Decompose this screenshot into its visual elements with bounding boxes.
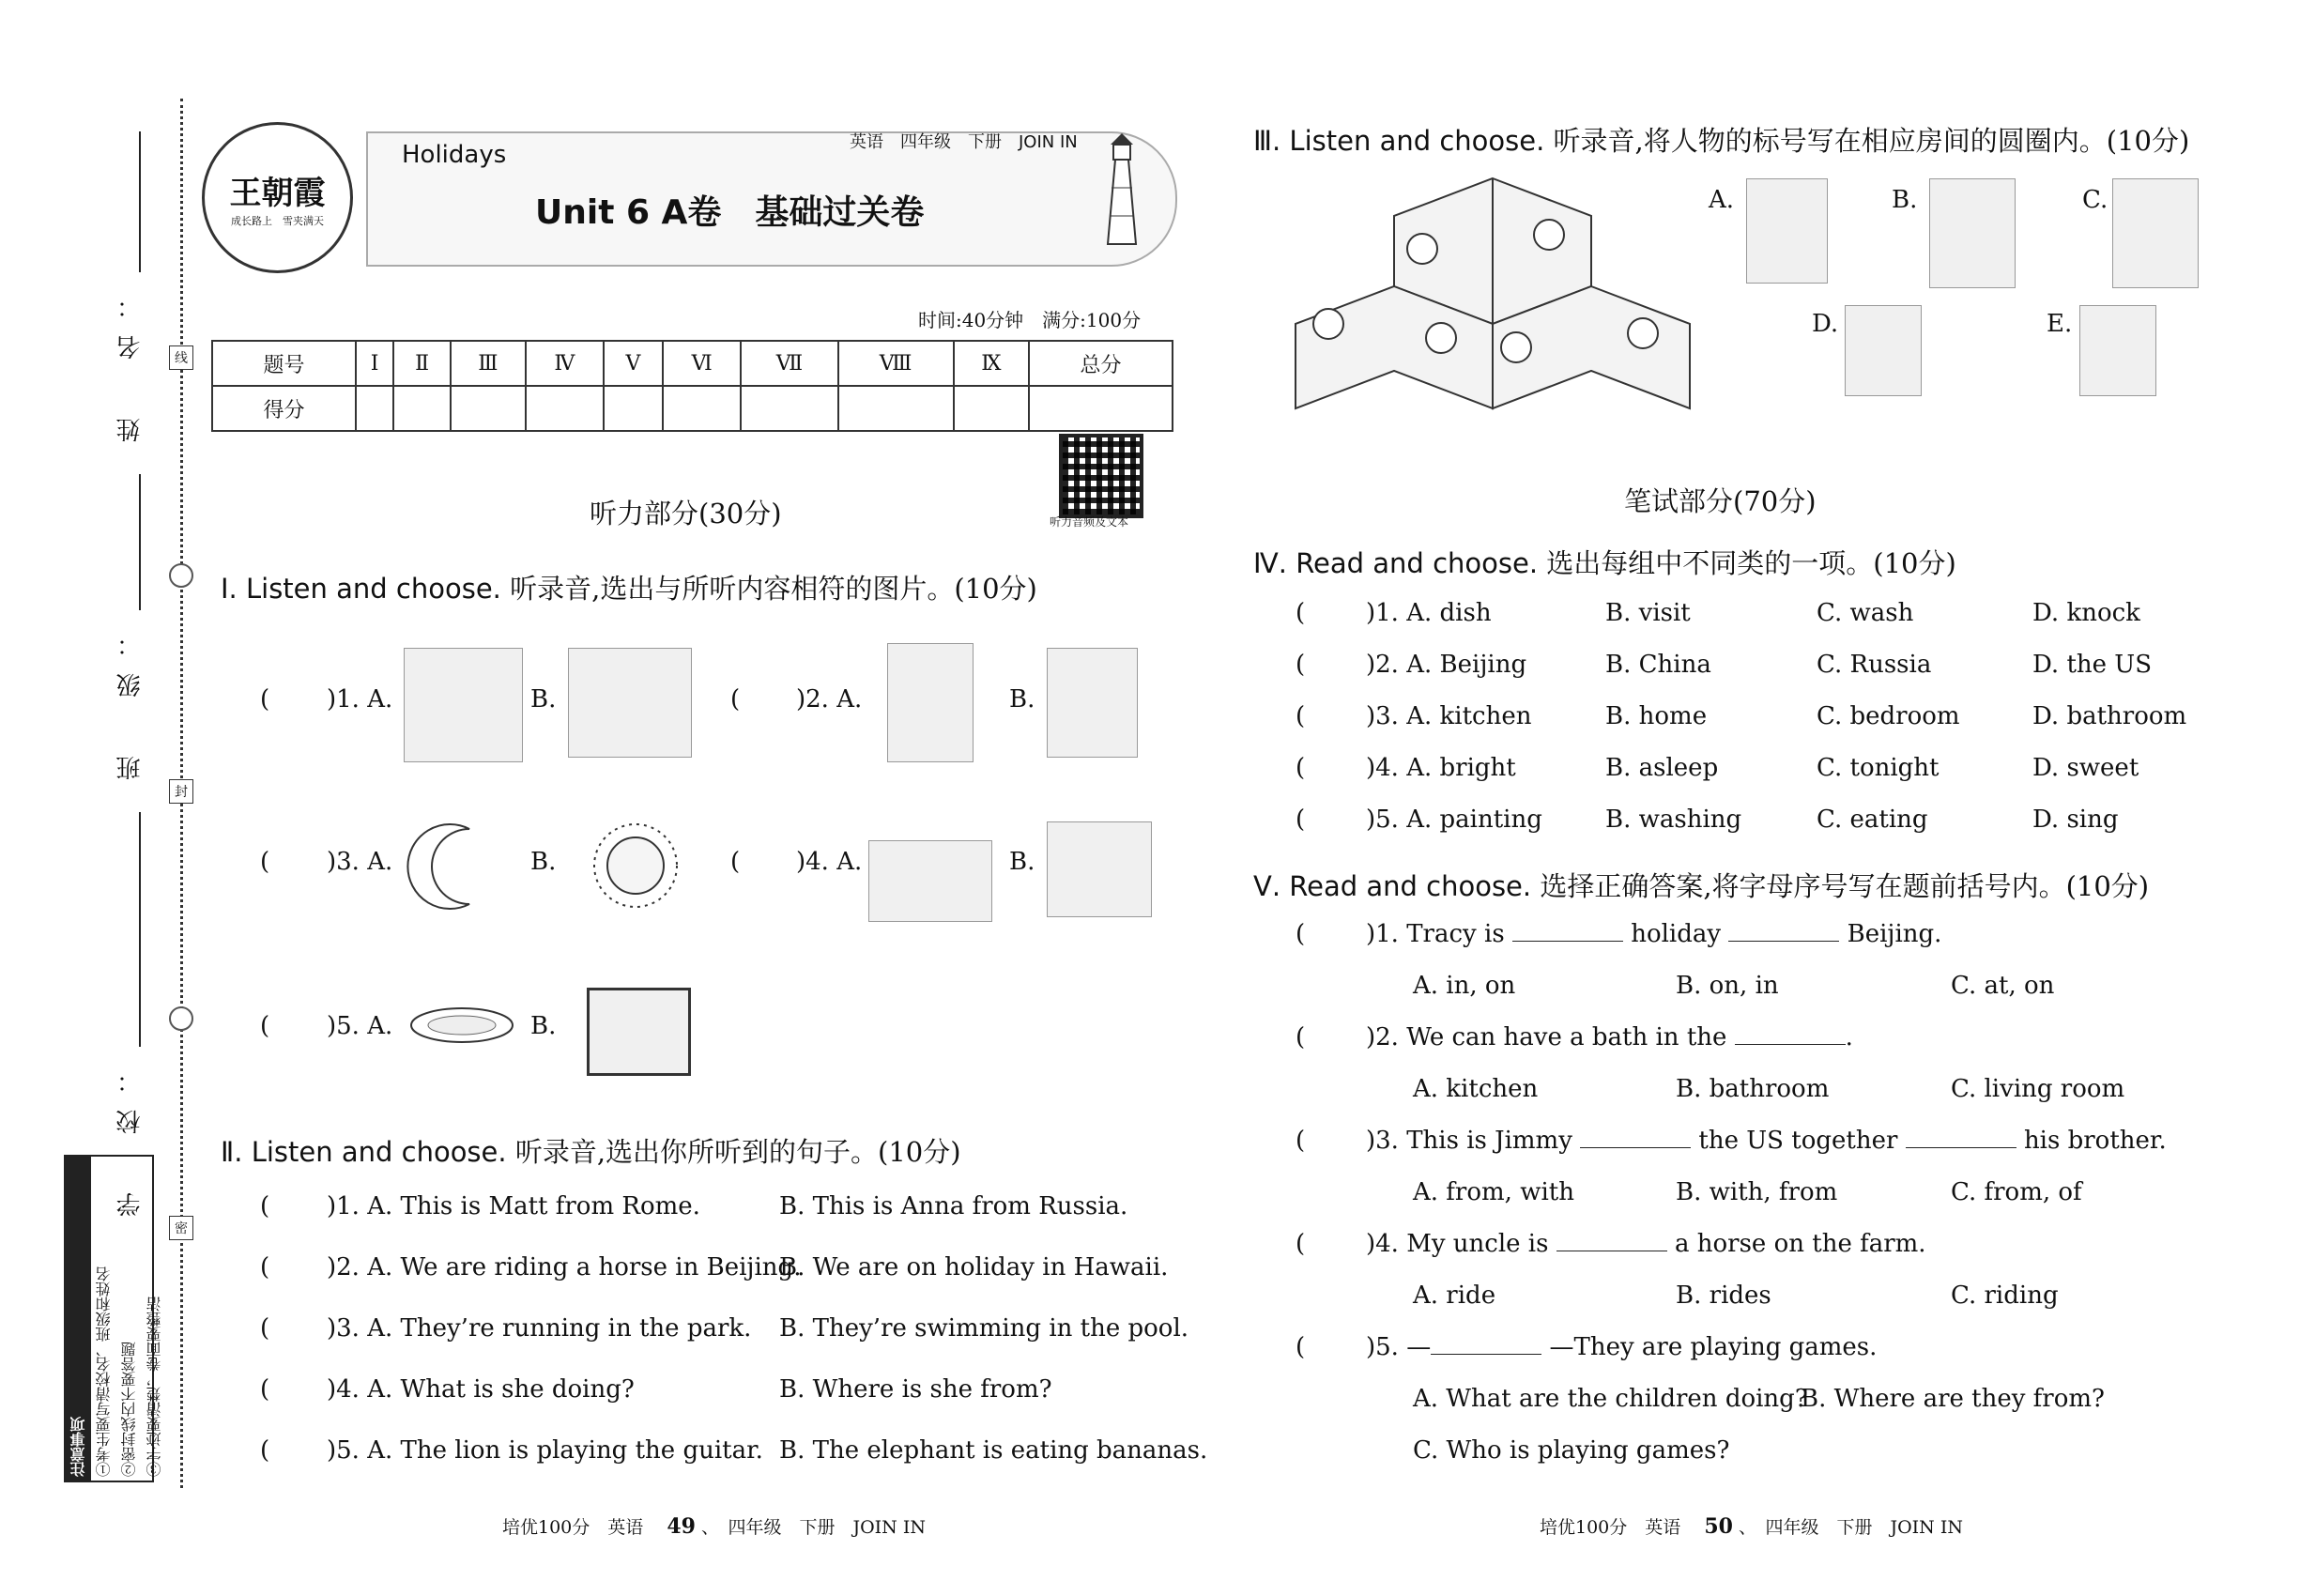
option-c: C. living room (1951, 1075, 2125, 1103)
unit-tag: Holidays (402, 141, 507, 169)
bedroom-picture (568, 648, 692, 758)
answer-bracket[interactable]: ( (1296, 651, 1306, 679)
option-b-label: B. (1009, 848, 1035, 876)
score-cell[interactable] (393, 386, 450, 431)
option-a: )5. A. painting (1366, 806, 1542, 834)
question-part: )4. My uncle is (1366, 1230, 1549, 1258)
item-number: )1. A. (327, 685, 393, 714)
notice-item: ②密封线内不要答题 (120, 1342, 138, 1477)
option-b: B. washing (1605, 806, 1742, 834)
book-meta: 英语 四年级 下册 JOIN IN (850, 132, 1078, 152)
option-a: )1. A. dish (1366, 599, 1492, 627)
person-label: A. (1709, 186, 1735, 214)
fill-blank[interactable] (1728, 940, 1839, 942)
option-d: D. the US (2032, 651, 2153, 679)
name-label: 姓 名： (116, 277, 145, 442)
footer-left (502, 1513, 926, 1539)
answer-bracket[interactable]: ( (1296, 754, 1306, 782)
question-part: a horse on the farm. (1675, 1230, 1926, 1258)
fill-blank[interactable] (1906, 1146, 2016, 1148)
score-cell[interactable] (838, 386, 954, 431)
school-label: 学 校： (116, 1051, 145, 1217)
section-title-cn: 听录音,选出与所听内容相符的图片。(10分) (510, 573, 1037, 605)
option-d: D. knock (2032, 599, 2140, 627)
question-part: )3. This is Jimmy (1366, 1127, 1572, 1155)
notice-box (64, 1155, 163, 1482)
answer-bracket[interactable]: ( (260, 1192, 270, 1220)
house-rooms-picture (1291, 174, 1694, 418)
seal-mark-mi: 密 (169, 1216, 193, 1240)
score-cell[interactable] (1029, 386, 1173, 431)
option-b-label: B. (530, 685, 557, 714)
section-3-title (1253, 120, 2189, 159)
answer-bracket[interactable]: ( (1296, 1127, 1306, 1155)
father-picture (2112, 178, 2199, 288)
item-number: )3. A. (327, 848, 393, 876)
section-title-cn: 选出每组中不同类的一项。(10分) (1546, 547, 1956, 579)
question-part: . (1845, 1023, 1853, 1051)
option-b: B. visit (1605, 599, 1691, 627)
answer-bracket[interactable]: ( (730, 848, 741, 876)
option-b: B. on, in (1676, 972, 1779, 1000)
option-b: B. with, from (1676, 1178, 1838, 1206)
answer-bracket[interactable]: ( (260, 1012, 270, 1040)
score-cell[interactable] (356, 386, 393, 431)
notice-item: ③字迹要清楚，卷面要整洁 (146, 1297, 163, 1477)
option-b: B. rides (1676, 1281, 1771, 1310)
option-c: C. wash (1817, 599, 1914, 627)
option-d: D. sweet (2032, 754, 2139, 782)
person-label: E. (2047, 310, 2073, 338)
score-cell[interactable] (741, 386, 837, 431)
sun-icon (587, 817, 685, 915)
qr-code[interactable] (1059, 434, 1143, 518)
option-a: A. kitchen (1413, 1075, 1539, 1103)
school-field[interactable] (139, 812, 141, 1047)
option-c: C. tonight (1817, 754, 1940, 782)
page-number: 50 (1704, 1514, 1733, 1539)
score-cell[interactable] (451, 386, 526, 431)
score-head: Ⅲ (451, 341, 526, 386)
section-2-title (221, 1131, 961, 1170)
village-picture (1047, 821, 1152, 917)
option-b: B. asleep (1605, 754, 1719, 782)
moon-icon (404, 821, 493, 911)
answer-bracket[interactable]: ( (260, 848, 270, 876)
seal-mark-feng: 封 (169, 779, 193, 804)
option-b: B. bathroom (1676, 1075, 1830, 1103)
question-text (1366, 920, 1941, 948)
option-b: B. home (1605, 702, 1708, 730)
notice-item: ①考生要写清校名、班级和姓名 (95, 1266, 113, 1477)
section-4-title (1253, 543, 1956, 581)
score-head: 题号 (212, 341, 356, 386)
score-cell[interactable] (604, 386, 663, 431)
answer-bracket[interactable]: ( (260, 685, 270, 714)
option-a: A. from, with (1413, 1178, 1574, 1206)
fill-blank[interactable] (1735, 1043, 1846, 1045)
option-b-label: B. (1009, 685, 1035, 714)
option-a: )2. A. Beijing (1366, 651, 1527, 679)
binding-hole-icon (169, 1006, 193, 1031)
score-row-label: 得分 (212, 386, 356, 431)
section-title-en: Ⅲ. Listen and choose. (1253, 125, 1545, 157)
lake-picture (868, 840, 992, 922)
option-a: )4. A. bright (1366, 754, 1516, 782)
footer-series: 培优100分 英语 (502, 1517, 644, 1538)
option-c: C. bedroom (1817, 702, 1960, 730)
answer-bracket[interactable]: ( (1296, 920, 1306, 948)
lighthouse-icon (1080, 131, 1164, 253)
class-label: 班 级： (116, 615, 145, 780)
score-cell[interactable] (663, 386, 741, 431)
answer-bracket[interactable]: ( (1296, 599, 1306, 627)
woman-picture (1047, 648, 1138, 758)
bathtub-picture (587, 988, 691, 1076)
footer-right (1540, 1513, 1963, 1539)
option-a: )2. A. We are riding a horse in Beijing. (327, 1253, 802, 1281)
footer-meta: 、 四年级 下册 JOIN IN (700, 1517, 926, 1538)
question-part: )2. We can have a bath in the (1366, 1023, 1727, 1051)
option-b-label: B. (530, 1012, 557, 1040)
answer-bracket[interactable]: ( (1296, 702, 1306, 730)
option-a: )5. A. The lion is playing the guitar. (327, 1436, 763, 1465)
score-head: Ⅸ (954, 341, 1029, 386)
option-c: C. at, on (1951, 972, 2055, 1000)
person-label: D. (1812, 310, 1839, 338)
score-head: Ⅱ (393, 341, 450, 386)
score-head: Ⅷ (838, 341, 954, 386)
score-cell[interactable] (526, 386, 604, 431)
option-c: C. Who is playing games? (1413, 1436, 1730, 1465)
option-d: D. bathroom (2032, 702, 2187, 730)
score-head: Ⅰ (356, 341, 393, 386)
grandma-picture (1746, 178, 1828, 284)
option-a: A. What are the children doing? (1413, 1385, 1808, 1413)
question-text (1366, 1333, 1877, 1361)
option-a: )4. A. What is she doing? (327, 1375, 635, 1404)
option-a: )1. A. This is Matt from Rome. (327, 1192, 700, 1220)
item-number: )2. A. (796, 685, 863, 714)
dish-icon (408, 1005, 516, 1047)
answer-bracket[interactable]: ( (260, 1436, 270, 1465)
score-head: Ⅶ (741, 341, 837, 386)
question-part: —They are playing games. (1549, 1333, 1878, 1361)
option-a: )3. A. They’re running in the park. (327, 1314, 752, 1343)
written-title: 笔试部分(70分) (1624, 485, 1817, 517)
section-5-title (1253, 866, 2149, 904)
fill-blank[interactable] (1512, 940, 1623, 942)
page-title: Unit 6 A卷 基础过关卷 (535, 193, 925, 232)
notice-head: 注意事项 (66, 1157, 91, 1481)
answer-bracket[interactable]: ( (260, 1375, 270, 1404)
option-b: B. This is Anna from Russia. (779, 1192, 1128, 1220)
question-part: the US together (1698, 1127, 1898, 1155)
option-c: C. Russia (1817, 651, 1932, 679)
question-part: holiday (1631, 920, 1722, 948)
answer-bracket[interactable]: ( (1296, 806, 1306, 834)
footer-series: 培优100分 英语 (1540, 1517, 1681, 1538)
option-b: B. Where is she from? (779, 1375, 1052, 1404)
section-title-cn: 选择正确答案,将字母序号写在题前括号内。(10分) (1540, 870, 2150, 902)
name-field[interactable] (139, 131, 141, 272)
fill-blank[interactable] (1431, 1353, 1541, 1355)
question-text (1366, 1023, 1853, 1051)
question-text (1366, 1230, 1926, 1258)
item-number: )5. A. (327, 1012, 393, 1040)
girl-picture (2079, 305, 2156, 396)
page-number: 49 (667, 1514, 696, 1539)
score-head: Ⅴ (604, 341, 663, 386)
grandpa-picture (1929, 178, 2016, 288)
option-b: B. Where are they from? (1801, 1385, 2105, 1413)
option-c: C. from, of (1951, 1178, 2082, 1206)
option-c: C. riding (1951, 1281, 2059, 1310)
section-title-cn: 听录音,将人物的标号写在相应房间的圆圈内。(10分) (1553, 125, 2190, 157)
answer-bracket[interactable]: ( (260, 1253, 270, 1281)
class-field[interactable] (139, 474, 141, 610)
seal-mark-xian: 线 (169, 345, 193, 370)
option-b-label: B. (530, 848, 557, 876)
answer-bracket[interactable]: ( (260, 1314, 270, 1343)
section-title-cn: 听录音,选出你所听到的句子。(10分) (514, 1136, 961, 1168)
logo-text: 王朝霞 (229, 175, 326, 212)
time-and-score: 时间:40分钟 满分:100分 (918, 309, 1142, 331)
question-part: Beijing. (1847, 920, 1942, 948)
listening-title: 听力部分(30分) (590, 498, 782, 529)
logo-subtitle: 成长路上 雪夹满天 (231, 215, 324, 227)
section-1-title (221, 568, 1037, 606)
answer-bracket[interactable]: ( (1296, 1023, 1306, 1051)
question-part: his brother. (2023, 1127, 2167, 1155)
option-a: )3. A. kitchen (1366, 702, 1532, 730)
footer-meta: 、 四年级 下册 JOIN IN (1738, 1517, 1963, 1538)
score-table (211, 340, 1173, 432)
fill-blank[interactable] (1580, 1146, 1691, 1148)
qr-caption: 听力音频及文本 (1050, 515, 1129, 529)
mother-picture (1845, 305, 1922, 396)
option-b: B. They’re swimming in the pool. (779, 1314, 1189, 1343)
binding-hole-icon (169, 563, 193, 588)
option-a: A. in, on (1413, 972, 1516, 1000)
question-part: )1. Tracy is (1366, 920, 1505, 948)
section-title-en: Ⅴ. Read and choose. (1253, 870, 1532, 902)
score-head: Ⅳ (526, 341, 604, 386)
answer-bracket[interactable]: ( (1296, 1230, 1306, 1258)
person-label: B. (1892, 186, 1918, 214)
section-title-en: Ⅰ. Listen and choose. (221, 573, 501, 605)
score-head: 总分 (1029, 341, 1173, 386)
question-text (1366, 1127, 2167, 1155)
person-label: C. (2082, 186, 2108, 214)
option-d: D. sing (2032, 806, 2119, 834)
fill-blank[interactable] (1556, 1250, 1667, 1251)
brand-logo (202, 122, 353, 273)
score-head: Ⅵ (663, 341, 741, 386)
answer-bracket[interactable]: ( (1296, 1333, 1306, 1361)
section-title-en: Ⅳ. Read and choose. (1253, 547, 1539, 579)
option-b: B. We are on holiday in Hawaii. (779, 1253, 1169, 1281)
score-cell[interactable] (954, 386, 1029, 431)
option-b: B. China (1605, 651, 1711, 679)
answer-bracket[interactable]: ( (730, 685, 741, 714)
man-picture (887, 643, 974, 762)
option-c: C. eating (1817, 806, 1928, 834)
kitchen-picture (404, 648, 523, 762)
question-part: )5. — (1366, 1333, 1432, 1361)
section-title-en: Ⅱ. Listen and choose. (221, 1136, 507, 1168)
option-b: B. The elephant is eating bananas. (779, 1436, 1208, 1465)
option-a: A. ride (1413, 1281, 1496, 1310)
item-number: )4. A. (796, 848, 863, 876)
